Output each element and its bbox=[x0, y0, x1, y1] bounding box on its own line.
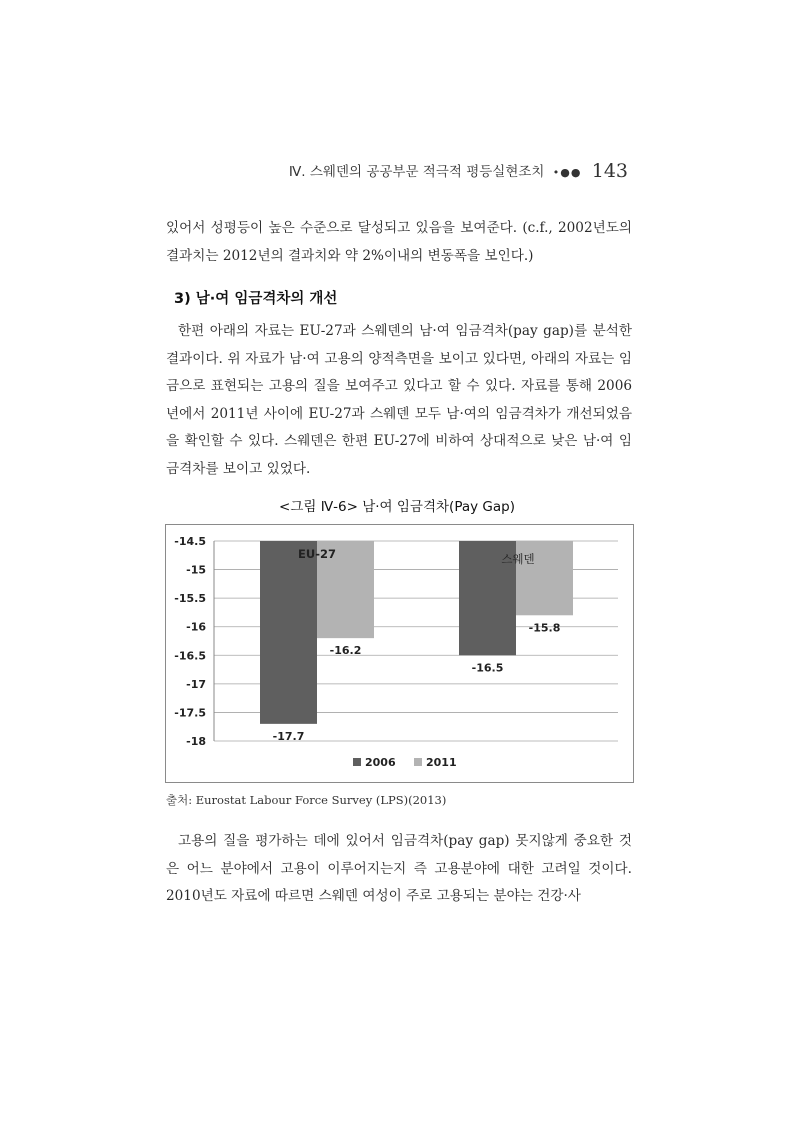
bar-2006-eu27 bbox=[260, 541, 317, 724]
y-tick-label: -16.5 bbox=[174, 649, 206, 663]
data-label: -16.5 bbox=[471, 661, 504, 675]
legend-swatch-2006 bbox=[353, 758, 361, 766]
header-dots: •●● bbox=[552, 166, 582, 179]
legend-label-2011: 2011 bbox=[426, 756, 457, 769]
figure-source: 출처: Eurostat Labour Force Survey (LPS)(2013) bbox=[166, 793, 447, 807]
section-heading: 3) 남·여 임금격차의 개선 bbox=[174, 291, 338, 307]
legend-label-2006: 2006 bbox=[365, 756, 396, 769]
y-tick-label: -18 bbox=[186, 735, 206, 748]
legend-swatch-2011 bbox=[414, 758, 422, 766]
paragraph-3: 고용의 질을 평가하는 데에 있어서 임금격차(pay gap) 못지않게 중요한 것은 어느 분야에서 고용이 이루어지는지 즉 고용분야에 대한 고려일 것이다. 2010년도 자료에 따르면 스웨덴 여성이 주로 고용되는 분야는 건강·사 bbox=[166, 833, 632, 904]
y-tick-label: -15.5 bbox=[174, 592, 206, 606]
paragraph-1: 있어서 성평등이 높은 수준으로 달성되고 있음을 보여준다. (c.f., 2002년도의 결과치는 2012년의 결과치와 약 2%이내의 변동폭을 보인다.) bbox=[166, 220, 632, 264]
data-label: -16.2 bbox=[329, 644, 362, 658]
header-title: Ⅳ. 스웨덴의 공공부문 적극적 평등실현조치 bbox=[288, 164, 545, 180]
y-tick-label: -15 bbox=[186, 563, 206, 577]
y-tick-label: -14.5 bbox=[174, 535, 206, 548]
data-label: -15.8 bbox=[528, 621, 561, 635]
category-label: 스웨덴 bbox=[501, 552, 535, 566]
y-tick-label: -17.5 bbox=[174, 706, 206, 720]
y-tick-label: -17 bbox=[186, 677, 206, 691]
chart-svg bbox=[166, 525, 633, 782]
y-tick-label: -16 bbox=[186, 620, 206, 634]
category-label: EU-27 bbox=[298, 547, 336, 561]
running-header bbox=[166, 160, 628, 182]
figure-caption: <그림 Ⅳ-6> 남·여 임금격차(Pay Gap) bbox=[279, 499, 515, 515]
pay-gap-chart bbox=[165, 524, 634, 783]
page-number: 143 bbox=[591, 160, 628, 182]
paragraph-2: 한편 아래의 자료는 EU-27과 스웨덴의 남·여 임금격차(pay gap)를 분석한 결과이다. 위 자료가 남·여 고용의 양적측면을 보이고 있다면, 아래의 자료는 임금으로 표현되는 고용의 질을 보여주고 있다고 할 수 있다. 자료를 통해 2006년에서 2011년 사이에 EU-27과 스웨덴 모두 남·여의 임금격차가 개선되었음을 확인할 수 있다. 스웨덴은 한편 EU-27에 비하여 상대적으로 낮은 남·여 임금격차를 보이고 있었다. bbox=[166, 323, 632, 477]
data-label: -17.7 bbox=[272, 729, 305, 743]
